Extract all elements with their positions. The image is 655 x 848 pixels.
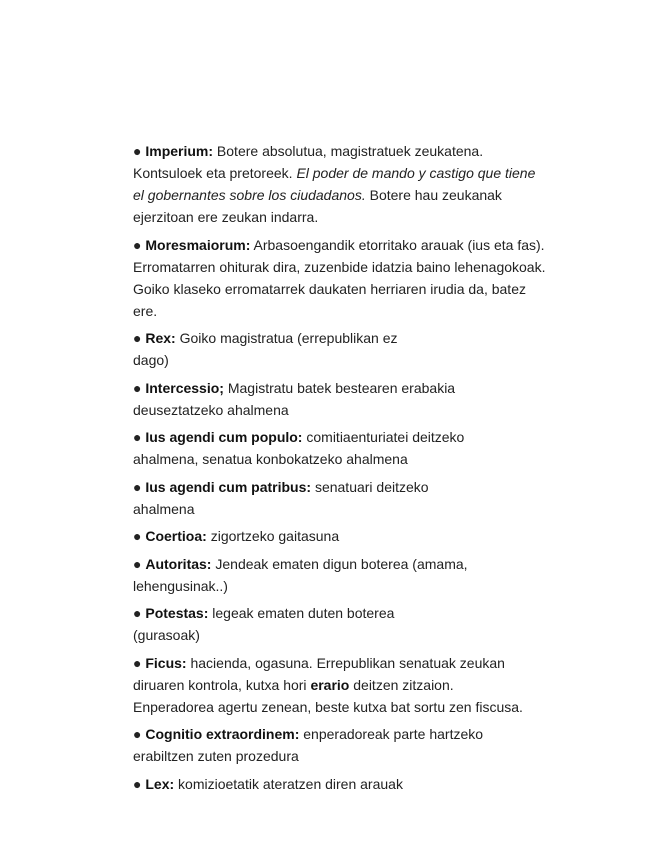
bullet-icon: ● <box>133 330 146 346</box>
glossary-term: Intercessio; <box>145 379 224 396</box>
definition-text: ere. <box>133 302 158 319</box>
definition-text: ahalmena, senatua konbokatzeko ahalmena <box>133 451 408 467</box>
bullet-icon: ● <box>133 478 146 495</box>
bullet-icon: ● <box>133 429 146 445</box>
definition-text: Goiko magistratua (errepublikan ez <box>175 330 398 346</box>
italic-text: El poder de mando y castigo que tiene <box>296 165 536 181</box>
glossary-entry <box>133 234 593 322</box>
definition-text: erabiltzen zuten prozedura <box>133 748 299 764</box>
bullet-icon: ● <box>133 775 146 792</box>
glossary-entry <box>133 525 593 547</box>
bullet-icon: ● <box>133 654 146 671</box>
glossary-term: Cognitio extraordinem: <box>145 726 300 742</box>
glossary-term: Lex: <box>145 775 175 792</box>
glossary-term: Autoritas: <box>145 555 212 572</box>
definition-text: Arbasoengandik etorritako arauak (ius eta fas). <box>250 236 545 253</box>
glossary-term: Ficus: <box>145 654 187 671</box>
definition-text: ejerzitoan ere zeukan indarra. <box>133 209 319 225</box>
definition-text: (gurasoak) <box>133 627 200 643</box>
glossary-entry <box>133 377 593 421</box>
definition-text: Magistratu batek bestearen erabakia <box>223 379 456 396</box>
definition-text: ahalmena <box>133 500 195 517</box>
definition-text: dago) <box>133 352 169 368</box>
bullet-icon: ● <box>133 379 146 396</box>
glossary-entry <box>133 553 593 597</box>
definition-text: Enperadorea agertu zenean, beste kutxa bat sortu zen fiscusa. <box>133 698 523 715</box>
definition-text: deitzen zitzaion. <box>349 676 454 693</box>
glossary-list <box>133 140 593 800</box>
definition-text: Erromatarren ohiturak dira, zuzenbide idatzia baino lehenagokoak. <box>133 258 546 275</box>
bullet-icon: ● <box>133 236 146 253</box>
definition-text: lehengusinak..) <box>133 577 228 594</box>
glossary-entry <box>133 327 593 371</box>
glossary-entry <box>133 426 593 470</box>
glossary-term: Rex: <box>145 330 176 346</box>
glossary-entry <box>133 773 593 795</box>
glossary-term: Coertioa: <box>145 528 207 544</box>
glossary-term: Ius agendi cum populo: <box>145 429 303 445</box>
bullet-icon: ● <box>133 555 146 572</box>
definition-text: diruaren kontrola, kutxa hori <box>133 676 311 693</box>
definition-text: Jendeak ematen digun boterea (amama, <box>211 555 468 572</box>
definition-text: comitiaenturiatei deitzeko <box>302 429 465 445</box>
glossary-entry <box>133 652 593 718</box>
definition-text: Kontsuloek eta pretoreek. <box>133 165 297 181</box>
glossary-term: Potestas: <box>145 605 209 621</box>
definition-text: deuseztatzeko ahalmena <box>133 401 289 418</box>
glossary-term: Ius agendi cum patribus: <box>145 478 312 495</box>
definition-text: Botere absolutua, magistratuek zeukatena. <box>213 143 484 159</box>
definition-text: senatuari deitzeko <box>311 478 429 495</box>
definition-text: enperadoreak parte hartzeko <box>299 726 484 742</box>
definition-text: legeak ematen duten boterea <box>208 605 395 621</box>
bullet-icon: ● <box>133 143 146 159</box>
bold-text: erario <box>310 676 350 693</box>
glossary-entry <box>133 476 593 520</box>
definition-text: Goiko klaseko erromatarrek daukaten herriaren irudia da, batez <box>133 280 526 297</box>
definition-text: zigortzeko gaitasuna <box>206 528 340 544</box>
definition-text: hacienda, ogasuna. Errepublikan senatuak zeukan <box>186 654 505 671</box>
glossary-term: Imperium: <box>145 143 214 159</box>
glossary-term: Moresmaiorum: <box>145 236 251 253</box>
glossary-entry <box>133 140 593 228</box>
bullet-icon: ● <box>133 528 146 544</box>
definition-text: komizioetatik ateratzen diren arauak <box>174 775 403 792</box>
glossary-entry <box>133 723 593 767</box>
italic-text: el gobernantes sobre los ciudadanos. <box>133 187 366 203</box>
bullet-icon: ● <box>133 605 146 621</box>
glossary-entry <box>133 602 593 646</box>
bullet-icon: ● <box>133 726 146 742</box>
definition-text: Botere hau zeukanak <box>365 187 502 203</box>
